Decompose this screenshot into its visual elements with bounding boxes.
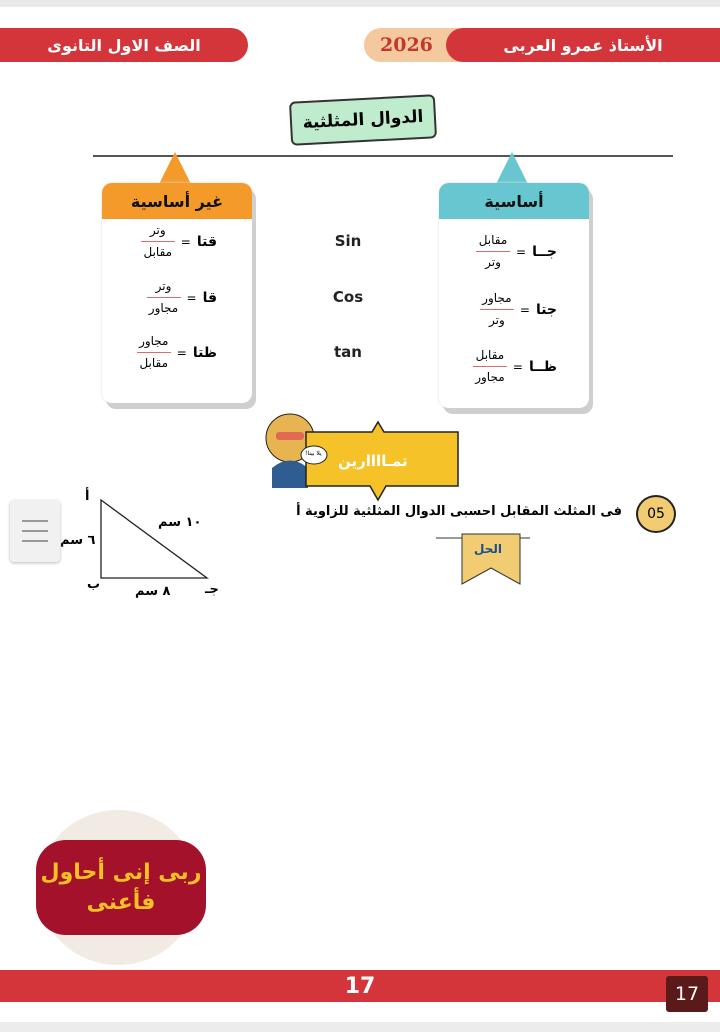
denominator: مجاور bbox=[475, 370, 505, 384]
numerator: مجاور bbox=[139, 334, 169, 348]
exercises-banner bbox=[262, 398, 462, 503]
ratio bbox=[137, 333, 171, 372]
nonbasic-header: غير أساسية bbox=[102, 183, 252, 219]
ratio bbox=[147, 278, 181, 317]
function-name: جتا bbox=[535, 301, 557, 318]
basic-row bbox=[480, 290, 557, 329]
vertex-a: أ bbox=[85, 489, 90, 504]
denominator: مقابل bbox=[143, 245, 173, 259]
side-ac: ١٠ سم bbox=[158, 515, 202, 530]
ratio bbox=[476, 232, 510, 271]
question-number: 05 bbox=[636, 495, 676, 533]
ratio bbox=[141, 222, 175, 261]
side-ab: ٦ سم bbox=[60, 533, 96, 548]
page-badge[interactable]: 17 bbox=[666, 976, 708, 1012]
ratio bbox=[480, 290, 514, 329]
sin-label: Sin bbox=[334, 232, 362, 250]
ratio bbox=[473, 347, 507, 386]
cos-label: Cos bbox=[332, 288, 364, 306]
function-name: ظتا bbox=[192, 344, 217, 361]
equals-sign: = bbox=[519, 302, 530, 317]
numerator: وتر bbox=[155, 279, 172, 293]
equals-sign: = bbox=[186, 290, 197, 305]
question-text: فى المثلث المقابل احسبى الدوال المثلثية للزاوية أ bbox=[296, 504, 622, 519]
solution-ribbon bbox=[436, 530, 530, 588]
denominator: مقابل bbox=[139, 356, 169, 370]
solution-label: الحل bbox=[474, 542, 502, 556]
function-name: ظــا bbox=[528, 358, 557, 375]
nonbasic-row bbox=[137, 333, 217, 372]
bottom-strip bbox=[0, 1022, 720, 1032]
menu-button[interactable] bbox=[10, 500, 60, 562]
numerator: مجاور bbox=[482, 291, 512, 305]
logo-text: ربى إنى أحاول فأعنى bbox=[36, 840, 206, 935]
top-strip bbox=[0, 0, 720, 7]
fraction-bar bbox=[141, 241, 175, 242]
year-pill: 2026 bbox=[364, 28, 474, 62]
nonbasic-row bbox=[147, 278, 218, 317]
fraction-bar bbox=[480, 309, 514, 310]
fraction-bar bbox=[473, 366, 507, 367]
side-bc: ٨ سم bbox=[135, 584, 171, 599]
triangle-diagram bbox=[95, 495, 215, 585]
grade-banner: الصف الاول التانوى bbox=[0, 28, 248, 62]
basic-header: أساسية bbox=[439, 183, 589, 219]
fraction-bar bbox=[147, 297, 181, 298]
denominator: وتر bbox=[485, 255, 501, 269]
denominator: وتر bbox=[489, 313, 505, 327]
equals-sign: = bbox=[180, 234, 191, 249]
teacher-banner: الأستاذ عمرو العربى bbox=[446, 28, 720, 62]
fraction-bar bbox=[476, 251, 510, 252]
basic-row bbox=[476, 232, 557, 271]
page-footer: 17 bbox=[0, 970, 720, 1002]
speech-bubble-text: يلا بينا! bbox=[305, 450, 322, 457]
equals-sign: = bbox=[176, 345, 187, 360]
denominator: مجاور bbox=[148, 301, 179, 315]
numerator: مقابل bbox=[478, 233, 508, 247]
teal-arrow-icon bbox=[496, 152, 528, 184]
function-name: قا bbox=[202, 289, 217, 306]
nonbasic-row bbox=[141, 222, 217, 261]
function-name: جــا bbox=[532, 243, 557, 260]
fraction-bar bbox=[137, 352, 171, 353]
equals-sign: = bbox=[516, 244, 527, 259]
vertex-c: جـ bbox=[205, 582, 219, 597]
orange-arrow-icon bbox=[159, 152, 191, 184]
page-title: الدوال المثلثية bbox=[289, 94, 437, 146]
tan-label: tan bbox=[334, 343, 362, 361]
equals-sign: = bbox=[512, 359, 523, 374]
numerator: مقابل bbox=[475, 348, 505, 362]
function-name: قتا bbox=[196, 233, 217, 250]
numerator: وتر bbox=[149, 223, 166, 237]
vertex-b: ب bbox=[87, 577, 101, 592]
exercises-label: تمـاااارين bbox=[338, 452, 408, 470]
basic-row bbox=[473, 347, 557, 386]
